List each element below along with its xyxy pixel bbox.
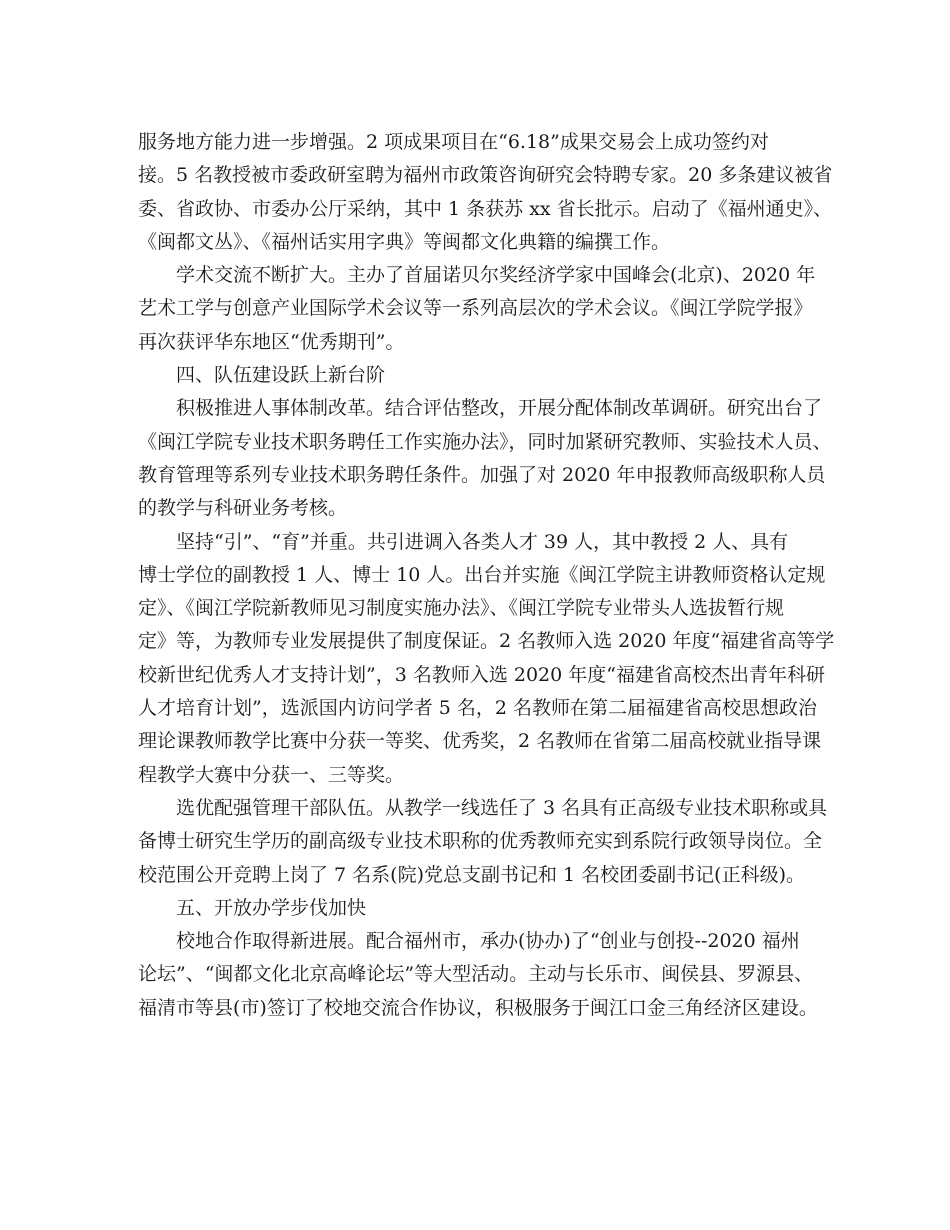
text-line: 校范围公开竞聘上岗了 7 名系(院)党总支副书记和 1 名校团委副书记(正科级)。: [138, 863, 805, 886]
text-line: 委、省政协、市委办公厅采纳，其中 1 条获苏 xx 省长批示。启动了《福州通史》、: [138, 197, 833, 220]
text-line: 定》、《闽江学院新教师见习制度实施办法》、《闽江学院专业带头人选拔暂行规: [138, 597, 785, 620]
text-line: 再次获评华东地区“优秀期刊”。: [138, 330, 405, 353]
text-line: 程教学大赛中分获一、三等奖。: [138, 763, 405, 786]
text-line: 服务地方能力进一步增强。2 项成果项目在“6.18”成果交易会上成功签约对: [138, 131, 769, 153]
section-heading: 五、开放办学步伐加快: [176, 896, 367, 919]
text-line: 博士学位的副教授 1 人、博士 10 人。出台并实施《闽江学院主讲教师资格认定规: [138, 563, 826, 586]
paragraph-start-line: 校地合作取得新进展。配合福州市，承办(协办)了“创业与创投--2020 福州: [176, 930, 800, 953]
text-line: 《闽都文丛》、《福州话实用字典》等闽都文化典籍的编撰工作。: [138, 230, 671, 253]
paragraph-start-line: 积极推进人事体制改革。结合评估整改，开展分配体制改革调研。研究出台了: [176, 397, 823, 420]
text-line: 人才培育计划”，选派国内访问学者 5 名，2 名教师在第二届福建省高校思想政治: [138, 697, 818, 720]
text-line: 艺术工学与创意产业国际学术会议等一系列高层次的学术会议。《闽江学院学报》: [138, 297, 813, 320]
paragraph-start-line: 选优配强管理干部队伍。从教学一线选任了 3 名具有正高级专业技术职称或具: [176, 796, 828, 819]
text-line: 校新世纪优秀人才支持计划”，3 名教师入选 2020 年度“福建省高校杰出青年科研: [138, 663, 825, 686]
text-line: 定》等，为教师专业发展提供了制度保证。2 名教师入选 2020 年度“福建省高等学: [138, 630, 835, 653]
text-line: 论坛”、“闽都文化北京高峰论坛”等大型活动。主动与长乐市、闽侯县、罗源县、: [138, 963, 814, 986]
body-text: [138, 126, 835, 1025]
text-line: 接。5 名教授被市委政研室聘为福州市政策咨询研究会特聘专家。20 多条建议被省: [138, 164, 833, 187]
text-line: 《闽江学院专业技术职务聘任工作实施办法》，同时加紧研究教师、实验技术人员、: [138, 430, 832, 453]
text-line: 理论课教师教学比赛中分获一等奖、优秀奖，2 名教师在省第二届高校就业指导课: [138, 730, 822, 753]
paragraph-start-line: 学术交流不断扩大。主办了首届诺贝尔奖经济学家中国峰会(北京)、2020 年: [176, 264, 816, 287]
text-line: 福清市等县(市)签订了校地交流合作协议，积极服务于闽江口金三角经济区建设。: [138, 996, 818, 1019]
text-line: 备博士研究生学历的副高级专业技术职称的优秀教师充实到系院行政领导岗位。全: [138, 830, 823, 853]
text-line: 的教学与科研业务考核。: [138, 497, 348, 520]
text-line: 教育管理等系列专业技术职务聘任条件。加强了对 2020 年申报教师高级职称人员: [138, 463, 826, 486]
section-heading: 四、队伍建设跃上新台阶: [176, 364, 386, 387]
paragraph-start-line: 坚持“引”、“育”并重。共引进调入各类人才 39 人，其中教授 2 人、具有: [176, 530, 789, 553]
